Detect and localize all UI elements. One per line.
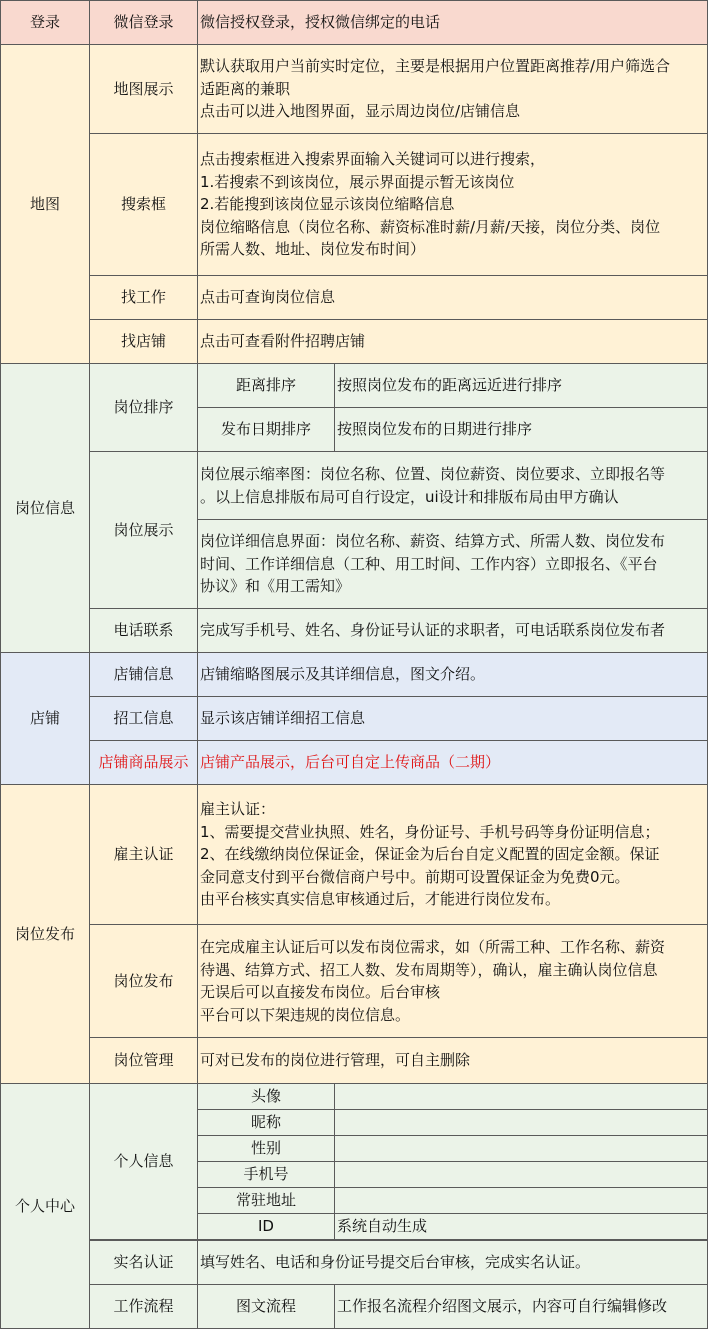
feature-phone-contact: 电话联系 <box>90 609 198 653</box>
desc-find-shop: 点击可查看附件招聘店铺 <box>198 320 708 364</box>
feature-realname-auth: 实名认证 <box>90 1241 198 1285</box>
profile-field-name: 头像 <box>198 1084 335 1110</box>
module-personal-center: 个人中心 <box>1 1084 90 1329</box>
desc-workflow: 工作报名流程介绍图文展示，内容可自行编辑修改 <box>335 1285 708 1329</box>
profile-field-name: 常驻地址 <box>198 1188 335 1214</box>
desc-shop-goods: 店铺产品展示，后台可自定上传商品（二期） <box>198 741 708 785</box>
sort-date-desc: 按照岗位发布的日期进行排序 <box>335 408 708 452</box>
desc-job-detail: 岗位详细信息界面：岗位名称、薪资、结算方式、所需人数、岗位发布 时间、工作详细信息（工种、用工时间、工作内容）立即报名、《平台 协议》和《用工需知》 <box>198 520 708 609</box>
profile-field-value <box>335 1084 708 1110</box>
profile-field-value <box>335 1162 708 1188</box>
desc-phone-contact: 完成写手机号、姓名、身份证号认证的求职者，可电话联系岗位发布者 <box>198 609 708 653</box>
feature-workflow: 工作流程 <box>90 1285 198 1329</box>
feature-job-manage: 岗位管理 <box>90 1038 198 1084</box>
feature-job-publish: 岗位发布 <box>90 925 198 1038</box>
feature-job-show: 岗位展示 <box>90 452 198 609</box>
desc-search-box: 点击搜索框进入搜索界面输入关键词可以进行搜索， 1.若搜索不到该岗位，展示界面提示暂无该岗位 2.若能搜到该岗位显示该岗位缩略信息 岗位缩略信息（岗位名称、薪资标准时薪/月薪/天接，岗位分类、岗位 所需人数、地址、岗位发布时间） <box>198 134 708 276</box>
profile-field-name: 手机号 <box>198 1162 335 1188</box>
module-login: 登录 <box>1 1 90 45</box>
sort-distance-name: 距离排序 <box>198 364 335 408</box>
feature-wechat-login: 微信登录 <box>90 1 198 45</box>
desc-job-manage: 可对已发布的岗位进行管理，可自主删除 <box>198 1038 708 1084</box>
module-map: 地图 <box>1 45 90 364</box>
feature-shop-info: 店铺信息 <box>90 653 198 697</box>
profile-field-value: 系统自动生成 <box>335 1214 708 1240</box>
desc-wechat-login: 微信授权登录，授权微信绑定的电话 <box>198 1 708 45</box>
desc-shop-info: 店铺缩略图展示及其详细信息，图文介绍。 <box>198 653 708 697</box>
module-shop: 店铺 <box>1 653 90 785</box>
feature-search-box: 搜索框 <box>90 134 198 276</box>
feature-find-job: 找工作 <box>90 276 198 320</box>
feature-find-shop: 找店铺 <box>90 320 198 364</box>
feature-shop-goods: 店铺商品展示 <box>90 741 198 785</box>
feature-personal-info: 个人信息 <box>90 1084 198 1240</box>
desc-job-publish: 在完成雇主认证后可以发布岗位需求，如（所需工种、工作名称、薪资 待遇、结算方式、招工人数、发布周期等），确认，雇主确认岗位信息 无误后可以直接发布岗位。后台审核 平台可以下架违规的岗位信息。 <box>198 925 708 1038</box>
feature-employer-auth: 雇主认证 <box>90 785 198 925</box>
profile-field-value <box>335 1136 708 1162</box>
profile-field-name: ID <box>198 1214 335 1240</box>
profile-field-name: 昵称 <box>198 1110 335 1136</box>
sort-date-name: 发布日期排序 <box>198 408 335 452</box>
desc-employer-auth: 雇主认证： 1、需要提交营业执照、姓名，身份证号、手机号码等身份证明信息； 2、在线缴纳岗位保证金，保证金为后台自定义配置的固定金额。保证 金同意支付到平台微信商户号中。前期可设置保证金为免费0元。 由平台核实真实信息审核通过后，才能进行岗位发布。 <box>198 785 708 925</box>
desc-find-job: 点击可查询岗位信息 <box>198 276 708 320</box>
desc-shop-recruit: 显示该店铺详细招工信息 <box>198 697 708 741</box>
desc-job-thumb: 岗位展示缩率图：岗位名称、位置、岗位薪资、岗位要求、立即报名等 。以上信息排版布局可自行设定，ui设计和排版布局由甲方确认 <box>198 452 708 520</box>
sort-distance-desc: 按照岗位发布的距离远近进行排序 <box>335 364 708 408</box>
workflow-name: 图文流程 <box>198 1285 335 1329</box>
module-job-post: 岗位发布 <box>1 785 90 1084</box>
feature-job-sort: 岗位排序 <box>90 364 198 452</box>
desc-map-display: 默认获取用户当前实时定位，主要是根据用户位置距离推荐/用户筛选合 适距离的兼职 点击可以进入地图界面，显示周边岗位/店铺信息 <box>198 45 708 134</box>
profile-field-name: 性别 <box>198 1136 335 1162</box>
profile-field-value <box>335 1188 708 1214</box>
desc-realname-auth: 填写姓名、电话和身份证号提交后台审核，完成实名认证。 <box>198 1241 708 1285</box>
feature-map-display: 地图展示 <box>90 45 198 134</box>
profile-field-value <box>335 1110 708 1136</box>
module-job-info: 岗位信息 <box>1 364 90 653</box>
feature-shop-recruit: 招工信息 <box>90 697 198 741</box>
